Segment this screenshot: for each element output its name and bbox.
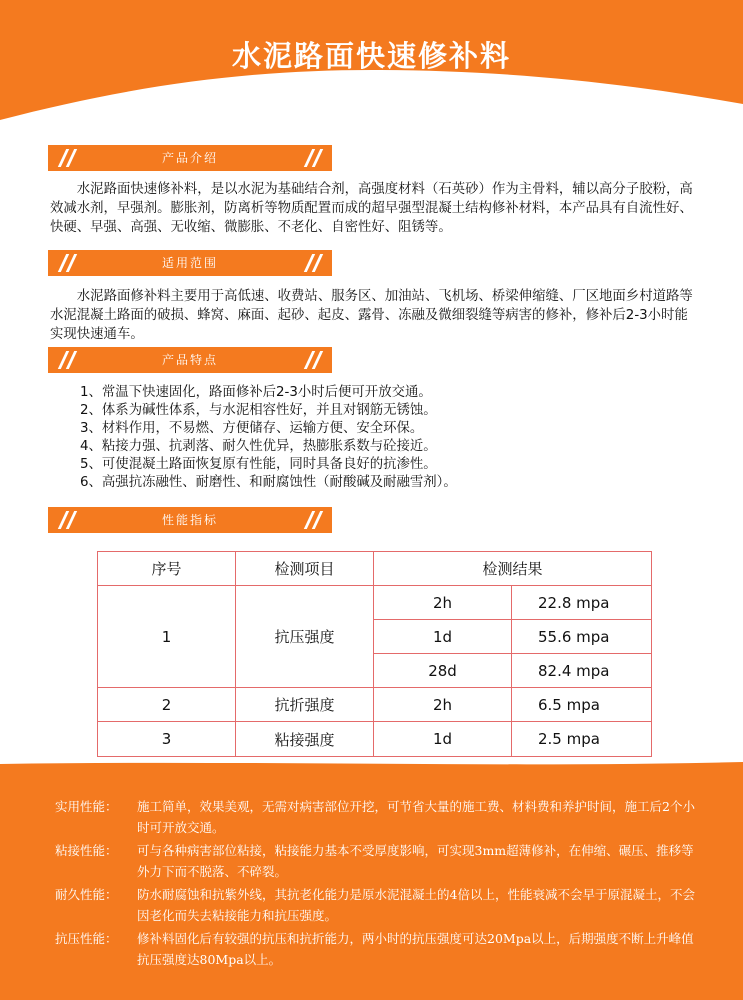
property-label: 粘接性能： — [55, 843, 118, 858]
cell-item: 粘接强度 — [236, 722, 374, 757]
feature-item: 5、可使混凝土路面恢复原有性能，同时具备良好的抗渗性。 — [80, 457, 437, 472]
section-heading-label: 适用范围 — [161, 256, 218, 270]
cell-item: 抗折强度 — [236, 688, 374, 722]
feature-item: 3、材料作用，不易燃、方便储存、运输方便、安全环保。 — [80, 421, 424, 436]
properties-list — [55, 796, 705, 972]
header-item: 检测项目 — [236, 552, 374, 586]
table-row — [98, 688, 652, 722]
cell-age: 2h — [374, 688, 512, 722]
scope-text: 水泥路面修补料主要用于高低速、收费站、服务区、加油站、飞机场、桥梁伸缩缝、厂区地面乡村道路等水泥混凝土路面的破损、蜂窝、麻面、起砂、起皮、露骨、冻融及微细裂缝等病害的修补，修补后2-3小时能实现快速通车。 — [50, 289, 693, 342]
section-heading-features — [48, 347, 332, 373]
feature-item: 2、体系为碱性体系，与水泥相容性好，并且对钢筋无锈蚀。 — [80, 403, 437, 418]
feature-item: 4、粘接力强、抗剥落、耐久性优异，热膨胀系数与砼接近。 — [80, 439, 437, 454]
property-text: 施工简单，效果美观，无需对病害部位开挖，可节省大量的施工费、材料费和养护时间，施工后2个小时可开放交通。 — [137, 799, 695, 835]
scope-paragraph — [50, 287, 698, 344]
property-label: 实用性能： — [55, 799, 118, 814]
table-row — [98, 586, 652, 620]
section-heading-label: 产品特点 — [161, 353, 218, 367]
section-heading-intro — [48, 145, 332, 171]
feature-item: 6、高强抗冻融性、耐磨性、和耐腐蚀性（耐酸碱及耐融雪剂）。 — [80, 475, 457, 490]
table-row — [98, 722, 652, 757]
cell-age: 28d — [374, 654, 512, 688]
header-result: 检测结果 — [374, 552, 652, 586]
property-item — [55, 928, 705, 970]
property-item — [55, 796, 705, 838]
cell-value: 55.6 mpa — [512, 620, 652, 654]
section-heading-label: 性能指标 — [161, 513, 218, 527]
property-item — [55, 840, 705, 882]
feature-item: 1、常温下快速固化，路面修补后2-3小时后便可开放交通。 — [80, 385, 432, 400]
header-no: 序号 — [98, 552, 236, 586]
cell-item: 抗压强度 — [236, 586, 374, 688]
cell-age: 1d — [374, 620, 512, 654]
cell-value: 22.8 mpa — [512, 586, 652, 620]
cell-age: 2h — [374, 586, 512, 620]
section-heading-label: 产品介绍 — [161, 151, 218, 165]
property-text: 防水耐腐蚀和抗紫外线，其抗老化能力是原水泥混凝土的4倍以上，性能衰减不会早于原混凝土，不会因老化而失去粘接能力和抗压强度。 — [137, 887, 695, 923]
cell-no: 3 — [98, 722, 236, 757]
property-label: 抗压性能： — [55, 931, 118, 946]
cell-value: 82.4 mpa — [512, 654, 652, 688]
property-item — [55, 884, 705, 926]
section-heading-scope — [48, 250, 332, 276]
cell-no: 1 — [98, 586, 236, 688]
spec-table — [97, 551, 652, 757]
property-text: 修补料固化后有较强的抗压和抗折能力，两小时的抗压强度可达20Mpa以上，后期强度不断上升峰值抗压强度达80Mpa以上。 — [137, 931, 694, 967]
page-title: 水泥路面快速修补料 — [231, 39, 511, 73]
cell-age: 1d — [374, 722, 512, 757]
property-text: 可与各种病害部位粘接，粘接能力基本不受厚度影响，可实现3mm超薄修补，在伸缩、碾压、推移等外力下而不脱落、不碎裂。 — [137, 843, 694, 879]
table-header-row — [98, 552, 652, 586]
features-list — [80, 384, 700, 492]
intro-paragraph — [50, 180, 698, 237]
cell-value: 6.5 mpa — [512, 688, 652, 722]
cell-value: 2.5 mpa — [512, 722, 652, 757]
intro-text: 水泥路面快速修补料，是以水泥为基础结合剂，高强度材料（石英砂）作为主骨料，辅以高分子胶粉，高效减水剂，早强剂。膨胀剂，防离析等物质配置而成的超早强型混凝土结构修补材料，本产品具有自流性好、快硬、早强、高强、无收缩、微膨胀、不老化、自密性好、阻锈等。 — [50, 182, 693, 235]
cell-no: 2 — [98, 688, 236, 722]
property-label: 耐久性能： — [55, 887, 118, 902]
section-heading-performance — [48, 507, 332, 533]
